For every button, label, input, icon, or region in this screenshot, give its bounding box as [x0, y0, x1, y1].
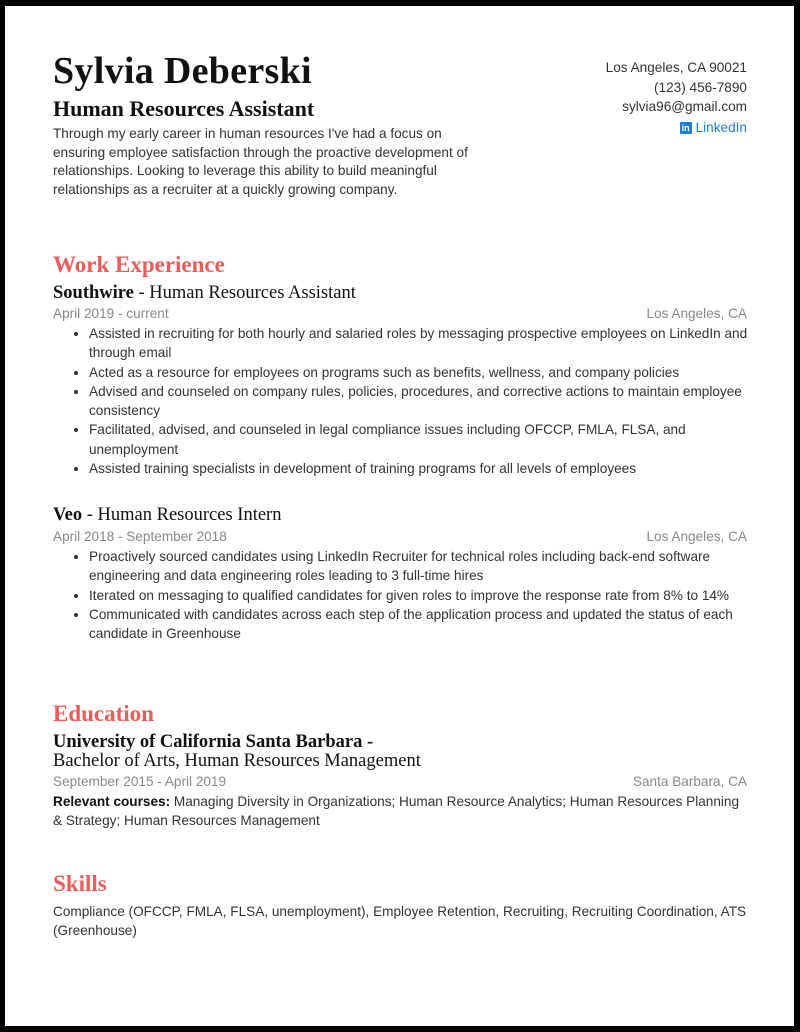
job-bullets [53, 547, 754, 643]
contact-phone: (123) 456-7890 [654, 79, 747, 95]
bullet: • Facilitated, advised, and counseled in legal compliance issues including OFCCP, FMLA, FLSA, and unemployment [89, 420, 754, 459]
job-heading: Veo - Human Resources Intern [53, 505, 282, 525]
bullet: • Communicated with candidates across each step of the application process and updated the status of each candidate in Greenhouse [89, 605, 754, 644]
linkedin-label: LinkedIn [695, 119, 747, 135]
job-company: Southwire [53, 283, 134, 303]
bullet: • Advised and counseled on company rules, policies, procedures, and corrective actions to maintain employee consistency [89, 382, 754, 421]
education-location: Santa Barbara, CA [632, 774, 747, 789]
section-heading-work: Work Experience [53, 252, 225, 277]
summary: Through my early career in human resources I've had a focus on ensuring employee satisfaction through the proactive development of relationships. Looking to leverage this ability to build meaningful relationships as a recruiter at a quickly growing company. [53, 126, 468, 197]
job-role: Human Resources Assistant [149, 283, 356, 303]
contact-email[interactable]: sylvia96@gmail.com [622, 99, 747, 114]
linkedin-icon: in [681, 122, 690, 133]
job-bullets [53, 324, 754, 478]
bullet: • Assisted in recruiting for both hourly and salaried roles by messaging prospective employees on LinkedIn and through email [89, 324, 754, 363]
skills-list: Compliance (OFCCP, FMLA, FLSA, unemployment), Employee Retention, Recruiting, Recruiting Coordination, ATS (Greenhouse) [53, 904, 747, 939]
job-company: Veo [53, 505, 83, 525]
job-meta [53, 307, 747, 321]
education-meta [53, 775, 747, 789]
contact-location: Los Angeles, CA 90021 [605, 60, 747, 75]
section-heading-skills: Skills [53, 871, 107, 896]
job-heading: Southwire - Human Resources Assistant [53, 283, 356, 303]
candidate-name: Sylvia Deberski [53, 50, 312, 92]
job-role: Human Resources Intern [97, 505, 282, 525]
bullet: • Assisted training specialists in development of training programs for all levels of employees [89, 459, 754, 478]
candidate-title: Human Resources Assistant [53, 96, 315, 121]
job-dates: April 2018 - September 2018 [53, 529, 227, 544]
job-location: Los Angeles, CA [646, 529, 747, 544]
resume-page [5, 6, 794, 1026]
bullet: • Iterated on messaging to qualified candidates for given roles to improve the response rate from 8% to 14% [89, 586, 754, 605]
education-dates: September 2015 - April 2019 [53, 774, 227, 789]
job-location: Los Angeles, CA [646, 306, 747, 321]
bullet: • Acted as a resource for employees on programs such as benefits, wellness, and company policies [89, 363, 754, 382]
job-dates: April 2019 - current [53, 306, 169, 321]
education-degree: Bachelor of Arts, Human Resources Management [53, 751, 421, 771]
job-meta [53, 530, 747, 544]
bullet: • Proactively sourced candidates using LinkedIn Recruiter for technical roles including back-end software engineering and data engineering roles leading to 3 full-time hires [89, 547, 754, 586]
section-heading-education: Education [53, 701, 154, 726]
contact-info [606, 58, 747, 137]
relevant-courses: Relevant courses: Managing Diversity in Organizations; Human Resource Analytics; Human Resources Planning & Strategy; Human Resources Management [53, 794, 740, 829]
linkedin-link[interactable] [680, 118, 747, 138]
education-school: University of California Santa Barbara - [53, 732, 374, 752]
